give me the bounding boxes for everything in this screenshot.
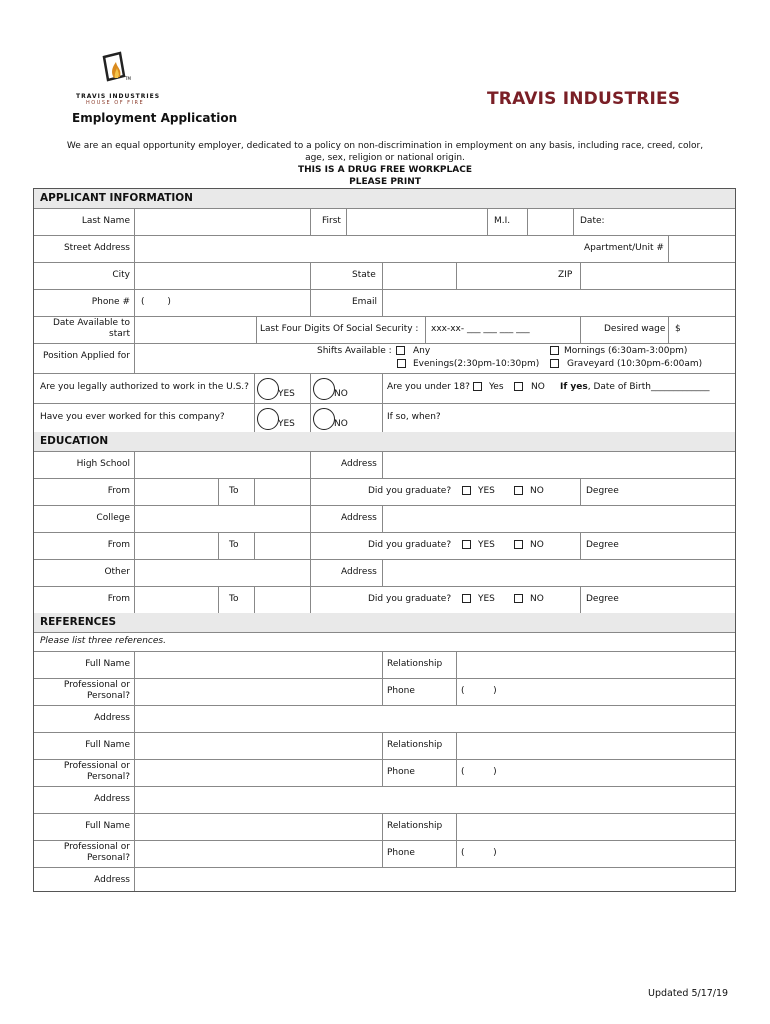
email-label: Email: [352, 297, 377, 307]
high-school-to-field[interactable]: [255, 479, 309, 504]
updated-date: Updated 5/17/19: [648, 988, 729, 999]
shift-evenings-label: Evenings(2:30pm-10:30pm): [413, 359, 540, 369]
other-graduate-yes-label: YES: [478, 594, 495, 604]
page-title: Employment Application: [72, 111, 238, 125]
last-name-field[interactable]: [135, 209, 309, 234]
high-school-from-field[interactable]: [135, 479, 217, 504]
shift-graveyard-checkbox[interactable]: [550, 359, 559, 368]
other-school-label: Other: [104, 567, 130, 577]
college-to-field[interactable]: [255, 533, 309, 558]
under-18-label: Are you under 18?: [387, 382, 470, 392]
worked-before-no-label: NO: [334, 419, 348, 429]
state-field[interactable]: [383, 263, 455, 288]
ref3-type-field[interactable]: [135, 841, 381, 866]
eeo-statement-line-2: age, sex, religion or national origin.: [305, 153, 465, 163]
date-available-field[interactable]: [135, 317, 255, 342]
ref2-address-label: Address: [94, 794, 130, 804]
other-to-label: To: [229, 594, 239, 604]
desired-wage-field[interactable]: $: [675, 324, 681, 334]
authorized-no-label: NO: [334, 389, 348, 399]
high-school-address-field[interactable]: [383, 452, 735, 477]
ssn-label: Last Four Digits Of Social Security :: [260, 324, 419, 334]
other-from-label: From: [107, 594, 130, 604]
position-label: Position Applied for: [43, 351, 130, 361]
first-name-label: First: [322, 216, 341, 226]
desired-wage-label: Desired wage: [604, 324, 666, 334]
if-so-when-label: If so, when?: [387, 412, 441, 422]
apartment-field[interactable]: [669, 236, 735, 261]
ref3-full-name-field[interactable]: [135, 814, 381, 839]
company-name: TRAVIS INDUSTRIES: [487, 89, 681, 109]
date-of-birth-field[interactable]: If yes, Date of Birth_____________: [560, 382, 710, 392]
eeo-statement-line-1: We are an equal opportunity employer, dedicated to a policy on non-discrimination in employment on any basis, including race, creed, color,: [66, 141, 704, 151]
apartment-label: Apartment/Unit #: [584, 243, 664, 253]
other-degree-label: Degree: [586, 594, 619, 604]
high-school-degree-field[interactable]: [624, 479, 735, 504]
ref2-type-label: Professional or Personal?: [63, 761, 130, 782]
high-school-degree-label: Degree: [586, 486, 619, 496]
college-from-field[interactable]: [135, 533, 217, 558]
high-school-label: High School: [76, 459, 130, 469]
section-applicant-info: APPLICANT INFORMATION: [34, 189, 735, 208]
authorized-label: Are you legally authorized to work in the U.S.?: [40, 382, 249, 392]
shift-evenings-checkbox[interactable]: [397, 359, 406, 368]
other-graduate-no-checkbox[interactable]: [514, 594, 523, 603]
college-degree-field[interactable]: [624, 533, 735, 558]
ref1-full-name-label: Full Name: [85, 659, 130, 669]
ref1-type-field[interactable]: [135, 679, 381, 704]
city-field[interactable]: [135, 263, 309, 288]
shift-any-label: Any: [413, 346, 431, 356]
svg-text:TM: TM: [125, 76, 131, 81]
position-field[interactable]: [135, 344, 309, 372]
authorized-yes-radio[interactable]: [257, 378, 279, 400]
ref1-full-name-field[interactable]: [135, 652, 383, 677]
other-school-address-field[interactable]: [383, 560, 735, 585]
under-18-no-checkbox[interactable]: [514, 382, 523, 391]
ref2-relationship-label: Relationship: [387, 740, 443, 750]
college-graduate-no-checkbox[interactable]: [514, 540, 523, 549]
last-name-label: Last Name: [81, 216, 130, 226]
college-address-label: Address: [341, 513, 377, 523]
date-available-label: Date Available to start: [52, 318, 130, 339]
ref2-relationship-field[interactable]: [457, 733, 735, 758]
ref3-type-label: Professional or Personal?: [63, 842, 130, 863]
street-address-label: Street Address: [63, 243, 130, 253]
ref2-phone-field[interactable]: ( ): [461, 767, 497, 777]
drug-free-notice: THIS IS A DRUG FREE WORKPLACE: [298, 165, 472, 175]
state-label: State: [352, 270, 376, 280]
mi-field[interactable]: [528, 209, 572, 234]
college-from-label: From: [107, 540, 130, 550]
under-18-no-label: NO: [531, 382, 545, 392]
shifts-label: Shifts Available :: [317, 346, 392, 356]
authorized-no-radio[interactable]: [313, 378, 335, 400]
other-degree-field[interactable]: [624, 587, 735, 612]
mi-label: M.I.: [494, 216, 511, 226]
other-school-field[interactable]: [135, 560, 309, 585]
ref2-type-field[interactable]: [135, 760, 381, 785]
high-school-to-label: To: [229, 486, 239, 496]
ref2-address-field[interactable]: [135, 787, 735, 812]
worked-before-no-radio[interactable]: [313, 408, 335, 430]
ref3-relationship-label: Relationship: [387, 821, 443, 831]
ref1-phone-field[interactable]: ( ): [461, 686, 497, 696]
date-field[interactable]: [609, 209, 735, 234]
college-graduate-yes-label: YES: [478, 540, 495, 550]
references-instruction: Please list three references.: [40, 636, 166, 646]
ref3-address-label: Address: [94, 875, 130, 885]
logo-tagline: HOUSE OF FIRE: [86, 100, 145, 106]
street-address-field[interactable]: [135, 236, 575, 261]
city-label: City: [112, 270, 130, 280]
college-graduate-label: Did you graduate?: [368, 540, 452, 550]
shift-graveyard-label: Graveyard (10:30pm-6:00am): [567, 359, 703, 369]
shift-any-checkbox[interactable]: [396, 346, 405, 355]
other-graduate-label: Did you graduate?: [368, 594, 452, 604]
other-graduate-no-label: NO: [530, 594, 544, 604]
other-from-field[interactable]: [135, 587, 217, 612]
ref1-relationship-label: Relationship: [387, 659, 443, 669]
high-school-graduate-no-label: NO: [530, 486, 544, 496]
ref1-phone-label: Phone: [387, 686, 415, 696]
ref1-relationship-field[interactable]: [457, 652, 735, 677]
worked-before-yes-label: YES: [278, 419, 295, 429]
shift-mornings-label: Mornings (6:30am-3:00pm): [564, 346, 688, 356]
ref3-phone-field[interactable]: ( ): [461, 848, 497, 858]
college-to-label: To: [229, 540, 239, 550]
other-school-address-label: Address: [341, 567, 377, 577]
shift-mornings-checkbox[interactable]: [550, 346, 559, 355]
other-to-field[interactable]: [255, 587, 309, 612]
college-graduate-no-label: NO: [530, 540, 544, 550]
college-field[interactable]: [135, 506, 309, 531]
section-references: REFERENCES: [34, 613, 735, 632]
college-graduate-yes-checkbox[interactable]: [462, 540, 471, 549]
college-degree-label: Degree: [586, 540, 619, 550]
authorized-yes-label: YES: [278, 389, 295, 399]
high-school-graduate-yes-label: YES: [478, 486, 495, 496]
logo-wordmark: TRAVIS INDUSTRIES: [76, 93, 161, 100]
zip-label: ZIP: [558, 270, 573, 280]
college-label: College: [96, 513, 130, 523]
phone-field[interactable]: ( ): [141, 297, 171, 307]
if-so-when-field[interactable]: [444, 404, 735, 431]
worked-before-yes-radio[interactable]: [257, 408, 279, 430]
ref1-address-field[interactable]: [135, 706, 735, 731]
ssn-field[interactable]: xxx-xx- ___ ___ ___ ___: [431, 324, 530, 334]
ref3-address-field[interactable]: [135, 868, 735, 891]
section-education: EDUCATION: [34, 432, 735, 451]
first-name-field[interactable]: [347, 209, 487, 234]
ref2-full-name-label: Full Name: [85, 740, 130, 750]
zip-field[interactable]: [581, 263, 735, 288]
ref2-phone-label: Phone: [387, 767, 415, 777]
high-school-graduate-no-checkbox[interactable]: [514, 486, 523, 495]
please-print-notice: PLEASE PRINT: [349, 177, 421, 187]
phone-label: Phone #: [91, 297, 130, 307]
application-form: [33, 188, 736, 892]
email-field[interactable]: [383, 290, 735, 315]
ref1-type-label: Professional or Personal?: [63, 680, 130, 701]
college-address-field[interactable]: [383, 506, 735, 531]
under-18-yes-label: Yes: [489, 382, 504, 392]
other-graduate-yes-checkbox[interactable]: [462, 594, 471, 603]
ref3-phone-label: Phone: [387, 848, 415, 858]
ref2-full-name-field[interactable]: [135, 733, 381, 758]
high-school-field[interactable]: [135, 452, 309, 477]
high-school-address-label: Address: [341, 459, 377, 469]
ref3-full-name-label: Full Name: [85, 821, 130, 831]
date-label: Date:: [580, 216, 605, 226]
high-school-from-label: From: [107, 486, 130, 496]
high-school-graduate-label: Did you graduate?: [368, 486, 452, 496]
ref1-address-label: Address: [94, 713, 130, 723]
under-18-yes-checkbox[interactable]: [473, 382, 482, 391]
high-school-graduate-yes-checkbox[interactable]: [462, 486, 471, 495]
ref3-relationship-field[interactable]: [457, 814, 735, 839]
worked-before-label: Have you ever worked for this company?: [40, 412, 225, 422]
